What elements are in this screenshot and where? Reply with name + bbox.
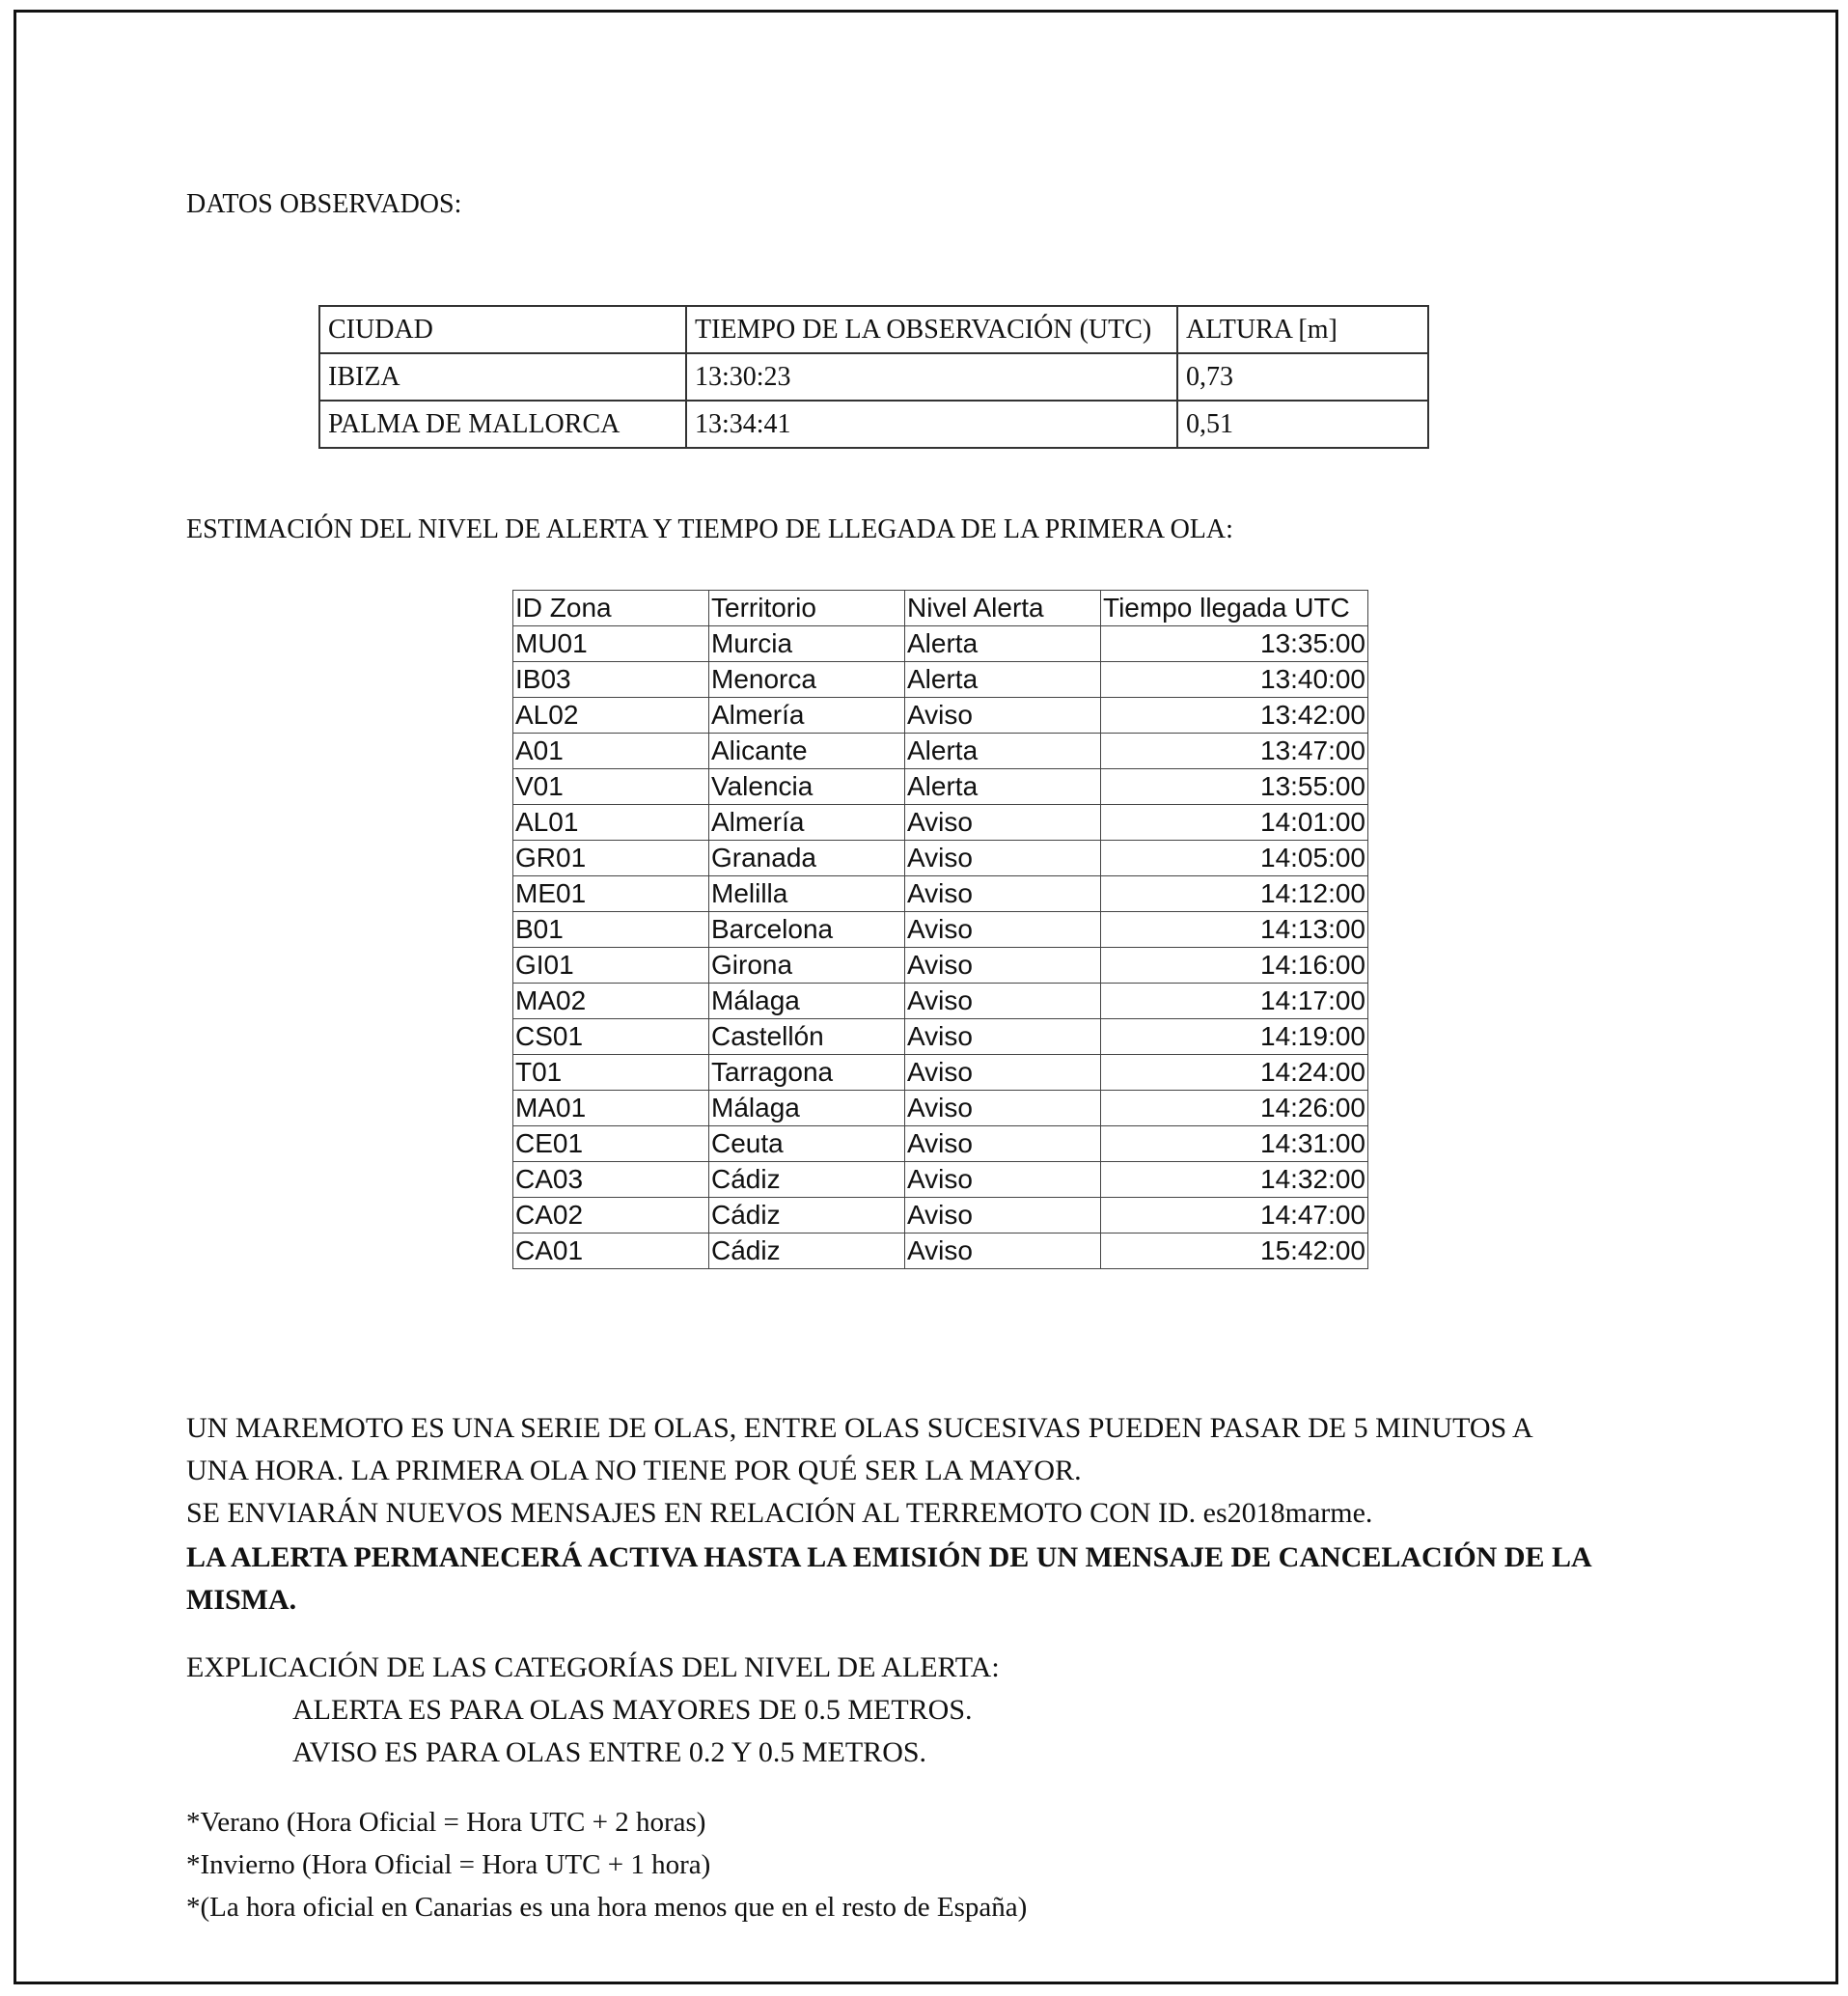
table-cell: 14:47:00	[1101, 1198, 1368, 1234]
table-cell: Alerta	[905, 769, 1101, 805]
table-cell: Ceuta	[709, 1126, 905, 1162]
table-row	[513, 769, 1368, 805]
table-row	[513, 841, 1368, 876]
table-cell: Aviso	[905, 1019, 1101, 1055]
table-row	[513, 1198, 1368, 1234]
footnote: *Verano (Hora Oficial = Hora UTC + 2 horas)	[186, 1807, 706, 1838]
table-cell: IBIZA	[319, 353, 686, 401]
table-cell: Almería	[709, 805, 905, 841]
table-cell: 13:30:23	[686, 353, 1177, 401]
table-cell: MA01	[513, 1091, 709, 1126]
table-cell: PALMA DE MALLORCA	[319, 401, 686, 448]
table-header-row	[319, 306, 1428, 353]
table-cell: Alerta	[905, 734, 1101, 769]
table-row	[513, 948, 1368, 984]
table-cell: GI01	[513, 948, 709, 984]
table-cell: 14:19:00	[1101, 1019, 1368, 1055]
table-cell: Menorca	[709, 662, 905, 698]
table-cell: Aviso	[905, 1198, 1101, 1234]
table-cell: 14:13:00	[1101, 912, 1368, 948]
table-cell: V01	[513, 769, 709, 805]
table-cell: Málaga	[709, 984, 905, 1019]
table-cell: A01	[513, 734, 709, 769]
alert-active-warning: LA ALERTA PERMANECERÁ ACTIVA HASTA LA EMISIÓN DE UN MENSAJE DE CANCELACIÓN DE LA MISMA.	[186, 1541, 1591, 1616]
table-cell: 14:16:00	[1101, 948, 1368, 984]
table-cell: Cádiz	[709, 1162, 905, 1198]
table-cell: 14:24:00	[1101, 1055, 1368, 1091]
header-cell: ID Zona	[513, 591, 709, 626]
tsunami-info-paragraph	[186, 1407, 1533, 1535]
table-cell: 14:12:00	[1101, 876, 1368, 912]
table-row	[513, 662, 1368, 698]
document-page	[14, 10, 1838, 1984]
table-cell: 13:55:00	[1101, 769, 1368, 805]
footnote: *Invierno (Hora Oficial = Hora UTC + 1 hora)	[186, 1849, 711, 1880]
header-cell: Tiempo llegada UTC	[1101, 591, 1368, 626]
observed-heading: DATOS OBSERVADOS:	[186, 189, 462, 219]
table-cell: 13:47:00	[1101, 734, 1368, 769]
table-cell: Aviso	[905, 805, 1101, 841]
table-row	[513, 876, 1368, 912]
table-cell: B01	[513, 912, 709, 948]
table-row	[513, 626, 1368, 662]
category-explanation	[186, 1647, 1000, 1774]
table-cell: Melilla	[709, 876, 905, 912]
table-cell: 14:31:00	[1101, 1126, 1368, 1162]
table-cell: 13:40:00	[1101, 662, 1368, 698]
explanation-title: EXPLICACIÓN DE LAS CATEGORÍAS DEL NIVEL DE ALERTA:	[186, 1651, 1000, 1683]
table-cell: Aviso	[905, 841, 1101, 876]
table-cell: MA02	[513, 984, 709, 1019]
table-row	[513, 698, 1368, 734]
table-cell: CA03	[513, 1162, 709, 1198]
table-cell: MU01	[513, 626, 709, 662]
table-row	[319, 401, 1428, 448]
table-cell: Aviso	[905, 1126, 1101, 1162]
table-row	[513, 1019, 1368, 1055]
table-cell: 13:42:00	[1101, 698, 1368, 734]
table-header-row	[513, 591, 1368, 626]
table-cell: 14:26:00	[1101, 1091, 1368, 1126]
table-cell: Tarragona	[709, 1055, 905, 1091]
table-row	[513, 912, 1368, 948]
time-footnotes	[186, 1801, 1027, 1928]
table-cell: Alicante	[709, 734, 905, 769]
table-cell: GR01	[513, 841, 709, 876]
table-cell: 0,73	[1177, 353, 1428, 401]
table-cell: CA01	[513, 1234, 709, 1269]
table-cell: Aviso	[905, 948, 1101, 984]
table-cell: Aviso	[905, 698, 1101, 734]
table-cell: CS01	[513, 1019, 709, 1055]
table-cell: Barcelona	[709, 912, 905, 948]
table-cell: AL01	[513, 805, 709, 841]
table-cell: Murcia	[709, 626, 905, 662]
table-cell: 13:35:00	[1101, 626, 1368, 662]
table-cell: Aviso	[905, 984, 1101, 1019]
table-cell: CA02	[513, 1198, 709, 1234]
explanation-aviso: AVISO ES PARA OLAS ENTRE 0.2 Y 0.5 METROS.	[292, 1736, 927, 1768]
table-cell: 14:05:00	[1101, 841, 1368, 876]
table-cell: 14:17:00	[1101, 984, 1368, 1019]
table-cell: 13:34:41	[686, 401, 1177, 448]
info-line: UNA HORA. LA PRIMERA OLA NO TIENE POR QUÉ SER LA MAYOR.	[186, 1455, 1082, 1486]
table-row	[513, 1055, 1368, 1091]
header-cell: Nivel Alerta	[905, 591, 1101, 626]
table-cell: CE01	[513, 1126, 709, 1162]
info-line: SE ENVIARÁN NUEVOS MENSAJES EN RELACIÓN AL TERREMOTO CON ID. es2018marme.	[186, 1497, 1373, 1529]
table-row	[513, 1162, 1368, 1198]
explanation-alerta: ALERTA ES PARA OLAS MAYORES DE 0.5 METROS.	[292, 1694, 973, 1726]
table-cell: Aviso	[905, 876, 1101, 912]
table-cell: Valencia	[709, 769, 905, 805]
estimation-table	[512, 590, 1368, 1269]
footnote: *(La hora oficial en Canarias es una hora menos que en el resto de España)	[186, 1892, 1028, 1923]
table-cell: Alerta	[905, 626, 1101, 662]
table-cell: Málaga	[709, 1091, 905, 1126]
table-row	[513, 1234, 1368, 1269]
table-cell: Aviso	[905, 1091, 1101, 1126]
table-row	[319, 353, 1428, 401]
table-cell: Aviso	[905, 1234, 1101, 1269]
header-cell: ALTURA [m]	[1177, 306, 1428, 353]
observed-table	[318, 305, 1429, 449]
table-row	[513, 805, 1368, 841]
table-cell: Cádiz	[709, 1234, 905, 1269]
table-cell: AL02	[513, 698, 709, 734]
table-cell: 0,51	[1177, 401, 1428, 448]
table-row	[513, 984, 1368, 1019]
table-cell: Aviso	[905, 1162, 1101, 1198]
table-row	[513, 734, 1368, 769]
table-row	[513, 1091, 1368, 1126]
table-cell: IB03	[513, 662, 709, 698]
header-cell: CIUDAD	[319, 306, 686, 353]
table-cell: Almería	[709, 698, 905, 734]
table-cell: T01	[513, 1055, 709, 1091]
table-cell: Alerta	[905, 662, 1101, 698]
table-cell: 14:32:00	[1101, 1162, 1368, 1198]
table-cell: 15:42:00	[1101, 1234, 1368, 1269]
table-cell: Aviso	[905, 912, 1101, 948]
table-cell: ME01	[513, 876, 709, 912]
header-cell: Territorio	[709, 591, 905, 626]
info-line: UN MAREMOTO ES UNA SERIE DE OLAS, ENTRE OLAS SUCESIVAS PUEDEN PASAR DE 5 MINUTOS A	[186, 1412, 1533, 1444]
estimation-heading: ESTIMACIÓN DEL NIVEL DE ALERTA Y TIEMPO DE LLEGADA DE LA PRIMERA OLA:	[186, 514, 1233, 544]
table-cell: Girona	[709, 948, 905, 984]
table-cell: Cádiz	[709, 1198, 905, 1234]
table-cell: Castellón	[709, 1019, 905, 1055]
table-cell: 14:01:00	[1101, 805, 1368, 841]
table-row	[513, 1126, 1368, 1162]
table-cell: Granada	[709, 841, 905, 876]
table-cell: Aviso	[905, 1055, 1101, 1091]
header-cell: TIEMPO DE LA OBSERVACIÓN (UTC)	[686, 306, 1177, 353]
